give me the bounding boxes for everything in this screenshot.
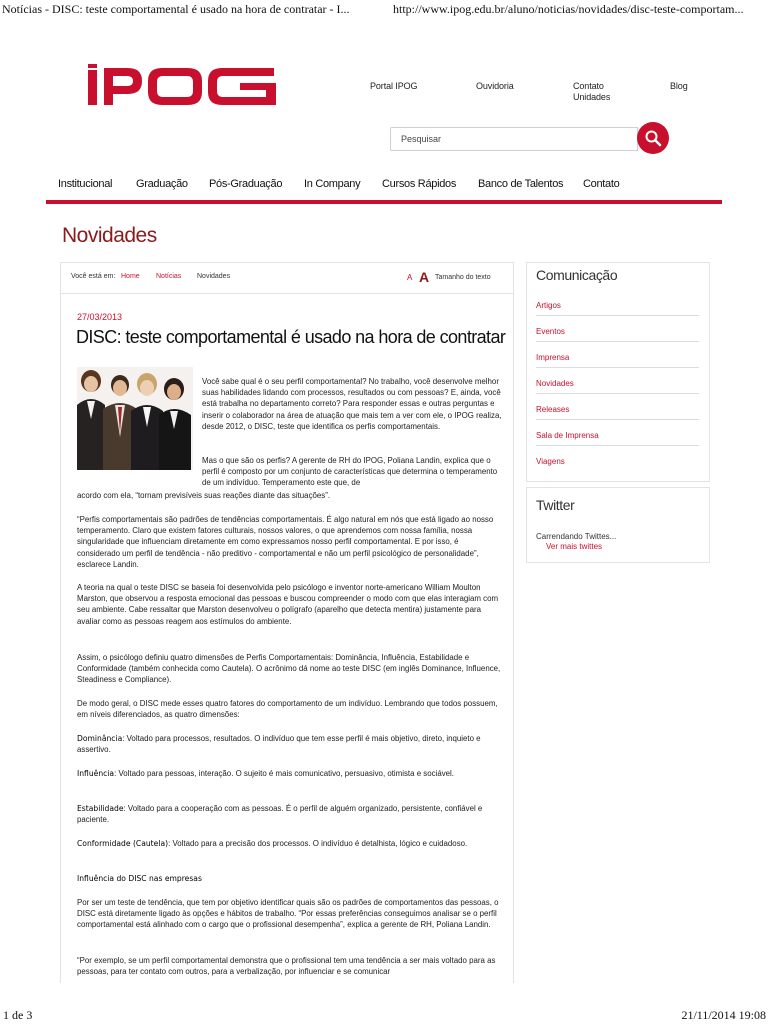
print-page-url: http://www.ipog.edu.br/aluno/noticias/novidades/disc-teste-comportam...: [393, 2, 744, 16]
print-page-number: 1 de 3: [3, 1008, 33, 1022]
dimension-conformidade: [77, 838, 501, 849]
nav-divider: [46, 200, 722, 204]
twitter-more-link[interactable]: Ver mais twittes: [546, 542, 603, 551]
nav-item-banco-de-talentos[interactable]: Banco de Talentos: [478, 178, 564, 190]
dimension-label: Estabilidade: [77, 804, 124, 813]
sidebar-link-eventos[interactable]: Eventos: [536, 327, 699, 342]
search-input[interactable]: [399, 128, 623, 150]
dimension-label: Influência: [77, 769, 115, 778]
article-paragraph-4: A teoria na qual o teste DISC se baseia foi desenvolvida pelo psicólogo e inventor norte-americano William Moulton Marston, que observou a resposta emocional das pessoas e buscou compreender o modo com que elas interagiam com seu ambiente. Cabe ressaltar que Marston desenvolveu o polígrafo (aparelho que detecta mentira) justamente para avaliar como as pessoas reagem aos estímulos do ambiente.: [77, 583, 499, 626]
print-datetime: 21/11/2014 19:08: [681, 1008, 766, 1022]
print-header: [0, 0, 768, 18]
nav-item-pos-graduacao[interactable]: Pós-Graduação: [209, 178, 283, 190]
article-date: 27/03/2013: [77, 312, 123, 322]
article-paragraph-8: “Por exemplo, se um perfil comportamental demonstra que o profissional tem uma tendência a ser mais voltado para as pessoas, para ter contato com outros, para a verbalização, por influenciar e se comunicar: [77, 956, 496, 977]
nav-item-cursos-rapidos[interactable]: Cursos Rápidos: [382, 178, 457, 190]
sidebar-comunicacao: [526, 262, 710, 482]
text-size-label: Tamanho do texto: [435, 274, 491, 281]
dimension-influencia: [77, 768, 501, 779]
text-size-decrease-button[interactable]: A: [407, 273, 413, 282]
team-photo: [77, 367, 193, 470]
print-page-title: Notícias - DISC: teste comportamental é usado na hora de contratar - I...: [2, 2, 350, 16]
sidebar-twitter-title: Twitter: [536, 497, 575, 513]
twitter-loading-text: Carrendando Twittes...: [536, 532, 617, 541]
nav-item-contato[interactable]: Contato: [583, 178, 620, 190]
breadcrumb-home[interactable]: Home: [121, 273, 140, 280]
dimension-text: : Voltado para pessoas, interação. O sujeito é mais comunicativo, persuasivo, otimista e sociável.: [114, 769, 454, 778]
breadcrumb-divider: [61, 293, 513, 294]
article-paragraph-3: “Perfis comportamentais são padrões de tendências comportamentais. É algo natural em nós que está ligado ao nosso temperamento. Claro que existem fatores culturais, nossos valores, o que aprendemos com nossa família, nossa singularidade que influenciam diretamente em como expressamos nosso perfil comportamental. E por isso, é considerado um perfil de tendência - não preditivo - comportamental e não um perfil psicológico de personalidade”, esclarece Landin.: [77, 515, 494, 569]
sidebar-link-releases[interactable]: Releases: [536, 405, 699, 420]
article-paragraph-2a: Mas o que são os perfis? A gerente de RH do IPOG, Poliana Landin, explica que o perfil é composto por um conjunto de características que determina o temperamento de um indivíduo. Temperamento este que, de: [202, 456, 498, 488]
top-link-ouvidoria[interactable]: Ouvidoria: [476, 81, 514, 91]
article-title: DISC: teste comportamental é usado na hora de contratar: [76, 327, 506, 347]
print-footer: [0, 1006, 768, 1024]
sidebar-comunicacao-title: Comunicação: [536, 267, 618, 283]
article-paragraph-7: Por ser um teste de tendência, que tem por objetivo identificar quais são os padrões de comportamentos das pessoas, o DISC está diretamente ligado às opções e hábitos de trabalho. “Por essas preferências conseguimos analisar se o perfil comportamental está alinhado com o cargo que o profissional desempenha”, explica a gerente de RH, Poliana Landin.: [77, 898, 499, 930]
section-title: Novidades: [62, 224, 157, 247]
text-size-increase-button[interactable]: A: [419, 269, 430, 285]
top-link-contato[interactable]: Contato: [573, 81, 604, 91]
search-box: [390, 127, 638, 151]
sidebar-link-artigos[interactable]: Artigos: [536, 301, 699, 316]
nav-item-in-company[interactable]: In Company: [304, 178, 361, 190]
breadcrumb-prefix: Você está em:: [71, 273, 116, 280]
article-paragraph-6: De modo geral, o DISC mede esses quatro fatores do comportamento de um indivíduo. Lembrando que todos possuem, em níveis diferenciados, as quatro dimensões:: [77, 699, 498, 720]
sidebar-twitter: [526, 487, 710, 563]
top-link-portal-ipog[interactable]: Portal IPOG: [370, 81, 418, 91]
top-link-unidades[interactable]: Unidades: [573, 92, 611, 102]
dimension-text: : Voltado para a precisão dos processos. O indivíduo é detalhista, lógico e cuidadoso.: [168, 839, 468, 848]
dimension-text: : Voltado para a cooperação com as pessoas. É o perfil de alguém organizado, persistente, confiável e paciente.: [77, 804, 483, 825]
dimension-estabilidade: [77, 803, 501, 825]
dimension-label: Dominância: [77, 734, 123, 743]
dimension-dominancia: [77, 733, 501, 755]
breadcrumb-current: Novidades: [197, 273, 231, 280]
nav-item-graduacao[interactable]: Graduação: [136, 178, 188, 190]
breadcrumb-noticias[interactable]: Notícias: [156, 273, 182, 280]
dimension-text: : Voltado para processos, resultados. O indivíduo que tem esse perfil é mais objetivo, direto, inquieto e assertivo.: [77, 734, 481, 755]
ipog-logo[interactable]: [88, 64, 276, 108]
sidebar-link-imprensa[interactable]: Imprensa: [536, 353, 699, 368]
nav-item-institucional[interactable]: Institucional: [58, 178, 113, 190]
article-paragraph-2b: acordo com ela, “tornam previsíveis suas reações diante das situações”.: [77, 491, 331, 500]
dimension-label: Conformidade (Cautela): [77, 839, 169, 848]
sidebar-link-sala-de-imprensa[interactable]: Sala de Imprensa: [536, 431, 699, 446]
article-panel: [60, 262, 514, 983]
article-subheading: Influência do DISC nas empresas: [77, 874, 202, 883]
top-link-blog[interactable]: Blog: [670, 81, 688, 91]
search-icon: [644, 129, 662, 147]
search-button[interactable]: [637, 122, 669, 154]
article-paragraph-5: Assim, o psicólogo definiu quatro dimensões de Perfis Comportamentais: Dominância, Influência, Estabilidade e Conformidade (também conhecida como Cautela). O acrônimo dá nome ao teste DISC (em inglês Dominance, Influence, Steadiness e Compliance).: [77, 653, 501, 685]
article-paragraph-1: Você sabe qual é o seu perfil comportamental? No trabalho, você desenvolve melhor suas habilidades lidando com processos, resultados ou com pessoas? E, ainda, você está trabalha no departamento correto? Para responder essas e outras perguntas e inserir o colaborador na área de atuação que mais tem a ver com ele, o IPOG realiza, desde 2012, o DISC, teste que identifica os perfis comportamentais.: [202, 377, 502, 431]
sidebar-link-novidades[interactable]: Novidades: [536, 379, 699, 394]
sidebar-link-viagens[interactable]: Viagens: [536, 457, 565, 466]
